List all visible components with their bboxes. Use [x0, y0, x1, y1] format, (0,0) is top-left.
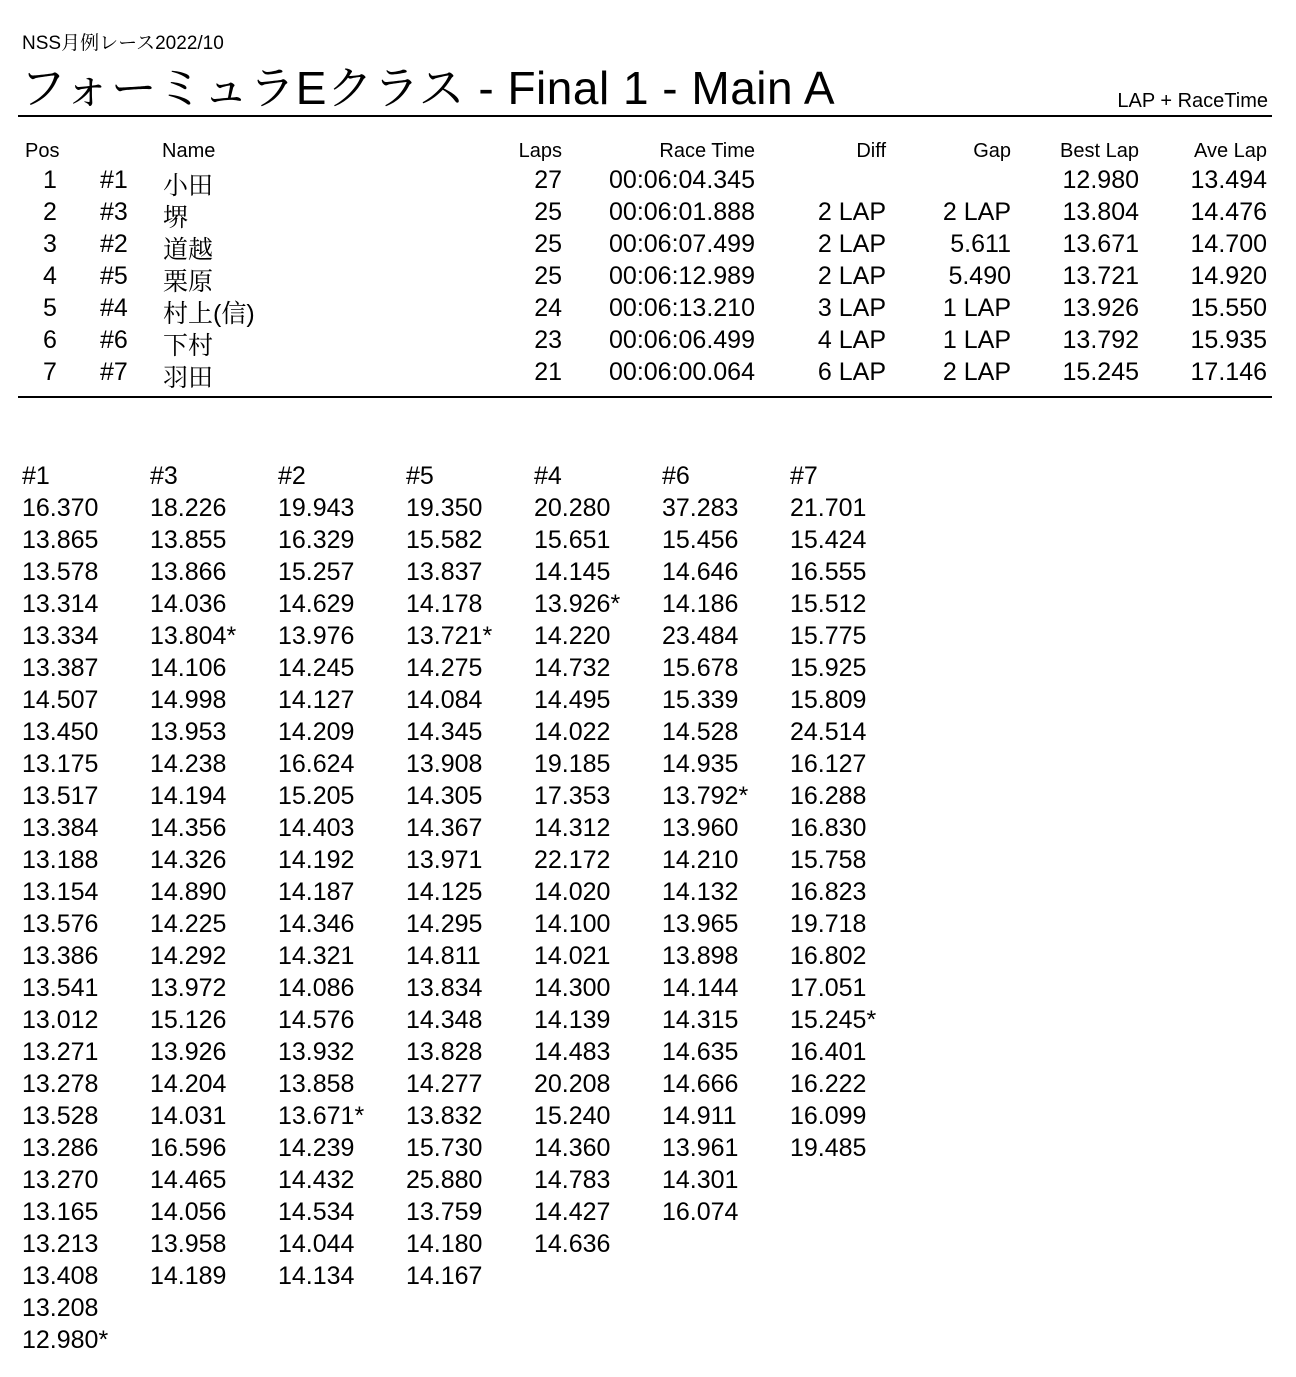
lap-column [662, 460, 790, 1228]
result-row [0, 262, 1296, 294]
result-best-lap: 13.926 [1062, 294, 1139, 322]
result-best-lap: 13.804 [1062, 198, 1139, 226]
lap-column-car: #3 [150, 462, 178, 490]
lap-time: 14.998 [150, 686, 227, 714]
result-row [0, 326, 1296, 358]
lap-column-car: #2 [278, 462, 306, 490]
lap-time: 14.245 [278, 654, 355, 682]
lap-time: 13.961 [662, 1134, 739, 1162]
lap-time: 13.898 [662, 942, 739, 970]
lap-time: 13.334 [22, 622, 99, 650]
lap-column [150, 460, 278, 1292]
lap-time: 16.099 [790, 1102, 867, 1130]
result-diff: 2 LAP [817, 262, 886, 290]
lap-time: 14.238 [150, 750, 227, 778]
report-type: LAP + RaceTime [1117, 90, 1268, 112]
result-race-time: 00:06:12.989 [609, 262, 755, 290]
lap-time: 14.295 [406, 910, 483, 938]
lap-time: 13.386 [22, 942, 99, 970]
result-ave-lap: 14.700 [1190, 230, 1267, 258]
lap-time: 14.305 [406, 782, 483, 810]
lap-column-car: #5 [406, 462, 434, 490]
lap-column-car: #7 [790, 462, 818, 490]
result-laps: 25 [534, 198, 562, 226]
lap-time: 14.100 [534, 910, 611, 938]
lap-time: 14.636 [534, 1230, 611, 1258]
lap-time: 14.507 [22, 686, 99, 714]
result-gap: 5.490 [948, 262, 1011, 290]
lap-time: 14.732 [534, 654, 611, 682]
lap-time: 14.020 [534, 878, 611, 906]
lap-time: 14.239 [278, 1134, 355, 1162]
event-name: NSS月例レース2022/10 [22, 33, 224, 54]
result-ave-lap: 15.935 [1190, 326, 1267, 354]
result-gap: 1 LAP [942, 326, 1011, 354]
lap-time: 13.175 [22, 750, 99, 778]
lap-time: 13.926* [534, 590, 621, 618]
result-car-number: #6 [100, 326, 128, 354]
lap-time: 14.139 [534, 1006, 611, 1034]
lap-time: 14.356 [150, 814, 227, 842]
lap-time: 14.890 [150, 878, 227, 906]
lap-time: 13.188 [22, 846, 99, 874]
lap-time: 13.792* [662, 782, 749, 810]
lap-time: 14.360 [534, 1134, 611, 1162]
result-best-lap: 12.980 [1062, 166, 1139, 194]
lap-time: 14.646 [662, 558, 739, 586]
lap-time: 16.370 [22, 494, 99, 522]
result-driver-name: 堺 [163, 204, 189, 232]
lap-time: 14.315 [662, 1006, 739, 1034]
result-car-number: #3 [100, 198, 128, 226]
top-divider [18, 115, 1272, 117]
lap-time: 13.837 [406, 558, 483, 586]
lap-time: 13.450 [22, 718, 99, 746]
result-pos: 7 [43, 358, 57, 386]
lap-time: 14.367 [406, 814, 483, 842]
lap-time: 19.350 [406, 494, 483, 522]
lap-time: 14.225 [150, 910, 227, 938]
lap-time: 14.345 [406, 718, 483, 746]
result-pos: 4 [43, 262, 57, 290]
lap-time: 19.185 [534, 750, 611, 778]
lap-time: 15.925 [790, 654, 867, 682]
lap-column-car: #1 [22, 462, 50, 490]
lap-time: 15.758 [790, 846, 867, 874]
lap-time: 13.384 [22, 814, 99, 842]
lap-time: 15.456 [662, 526, 739, 554]
lap-time: 14.187 [278, 878, 355, 906]
lap-time: 14.132 [662, 878, 739, 906]
lap-time: 14.022 [534, 718, 611, 746]
result-car-number: #2 [100, 230, 128, 258]
lap-time: 13.971 [406, 846, 483, 874]
lap-time: 17.051 [790, 974, 867, 1002]
lap-time: 19.485 [790, 1134, 867, 1162]
lap-time: 16.596 [150, 1134, 227, 1162]
result-diff: 4 LAP [817, 326, 886, 354]
lap-time: 14.911 [662, 1102, 737, 1130]
lap-time: 14.044 [278, 1230, 355, 1258]
lap-time: 16.127 [790, 750, 867, 778]
result-diff: 3 LAP [817, 294, 886, 322]
lap-time: 14.403 [278, 814, 355, 842]
result-driver-name: 栗原 [163, 268, 214, 296]
result-laps: 21 [534, 358, 562, 386]
lap-time: 13.958 [150, 1230, 227, 1258]
lap-time: 14.534 [278, 1198, 355, 1226]
lap-time: 14.300 [534, 974, 611, 1002]
lap-time: 20.208 [534, 1070, 611, 1098]
lap-time: 13.165 [22, 1198, 99, 1226]
lap-time: 14.021 [534, 942, 611, 970]
lap-time: 13.908 [406, 750, 483, 778]
result-ave-lap: 15.550 [1190, 294, 1267, 322]
lap-time: 16.555 [790, 558, 867, 586]
lap-time: 15.651 [534, 526, 611, 554]
lap-time: 23.484 [662, 622, 739, 650]
header-pos: Pos [25, 140, 60, 162]
result-row [0, 294, 1296, 326]
lap-time: 19.718 [790, 910, 867, 938]
lap-time: 14.134 [278, 1262, 355, 1290]
lap-time: 14.935 [662, 750, 739, 778]
result-laps: 25 [534, 230, 562, 258]
lap-time: 14.189 [150, 1262, 227, 1290]
lap-column-car: #6 [662, 462, 690, 490]
lap-time: 14.483 [534, 1038, 611, 1066]
lap-time: 14.465 [150, 1166, 227, 1194]
lap-time: 14.086 [278, 974, 355, 1002]
result-gap: 1 LAP [942, 294, 1011, 322]
lap-time: 14.106 [150, 654, 227, 682]
lap-time: 14.301 [662, 1166, 739, 1194]
lap-time: 14.576 [278, 1006, 355, 1034]
lap-time: 13.541 [22, 974, 99, 1002]
result-race-time: 00:06:06.499 [609, 326, 755, 354]
result-best-lap: 13.671 [1062, 230, 1139, 258]
lap-time: 16.830 [790, 814, 867, 842]
lap-time: 14.348 [406, 1006, 483, 1034]
lap-time: 14.031 [150, 1102, 227, 1130]
lap-time: 17.353 [534, 782, 611, 810]
lap-time: 13.759 [406, 1198, 483, 1226]
lap-time: 13.976 [278, 622, 355, 650]
lap-time: 13.953 [150, 718, 227, 746]
lap-time: 13.012 [22, 1006, 99, 1034]
lap-time: 15.205 [278, 782, 355, 810]
result-driver-name: 村上(信) [163, 300, 255, 328]
header-gap: Gap [973, 140, 1011, 162]
lap-time: 16.802 [790, 942, 867, 970]
lap-time: 16.222 [790, 1070, 867, 1098]
lap-time: 15.257 [278, 558, 355, 586]
result-car-number: #5 [100, 262, 128, 290]
result-laps: 25 [534, 262, 562, 290]
lap-time: 21.701 [790, 494, 867, 522]
lap-time: 14.194 [150, 782, 227, 810]
lap-time: 13.270 [22, 1166, 99, 1194]
lap-time: 14.220 [534, 622, 611, 650]
header-laps: Laps [518, 140, 562, 162]
lap-time: 14.204 [150, 1070, 227, 1098]
lap-time: 14.178 [406, 590, 483, 618]
lap-column [22, 460, 150, 1356]
page-title: フォーミュラEクラス - Final 1 - Main A [20, 62, 836, 114]
lap-time: 14.277 [406, 1070, 483, 1098]
lap-time: 13.408 [22, 1262, 99, 1290]
lap-time: 15.809 [790, 686, 867, 714]
lap-time: 16.624 [278, 750, 355, 778]
lap-column [278, 460, 406, 1292]
result-row [0, 230, 1296, 262]
result-best-lap: 13.721 [1062, 262, 1139, 290]
lap-time: 13.528 [22, 1102, 99, 1130]
lap-time: 20.280 [534, 494, 611, 522]
result-car-number: #1 [100, 166, 128, 194]
lap-time: 13.314 [22, 590, 99, 618]
lap-time: 14.629 [278, 590, 355, 618]
lap-time: 14.125 [406, 878, 483, 906]
result-race-time: 00:06:07.499 [609, 230, 755, 258]
result-pos: 2 [43, 198, 57, 226]
lap-time: 14.321 [278, 942, 355, 970]
lap-time: 13.926 [150, 1038, 227, 1066]
lap-time: 14.127 [278, 686, 355, 714]
result-race-time: 00:06:01.888 [609, 198, 755, 226]
lap-time: 14.167 [406, 1262, 483, 1290]
lap-time: 12.980* [22, 1326, 109, 1354]
result-laps: 23 [534, 326, 562, 354]
lap-time: 13.278 [22, 1070, 99, 1098]
lap-time: 14.346 [278, 910, 355, 938]
lap-time: 14.209 [278, 718, 355, 746]
lap-time: 15.678 [662, 654, 739, 682]
result-row [0, 198, 1296, 230]
header-diff: Diff [856, 140, 886, 162]
lap-time: 14.036 [150, 590, 227, 618]
lap-time: 16.288 [790, 782, 867, 810]
lap-time: 14.056 [150, 1198, 227, 1226]
result-race-time: 00:06:04.345 [609, 166, 755, 194]
lap-time: 14.192 [278, 846, 355, 874]
lap-time: 24.514 [790, 718, 867, 746]
lap-time: 14.145 [534, 558, 611, 586]
lap-time: 13.387 [22, 654, 99, 682]
lap-time: 15.582 [406, 526, 483, 554]
result-pos: 3 [43, 230, 57, 258]
result-ave-lap: 14.920 [1190, 262, 1267, 290]
lap-time: 13.858 [278, 1070, 355, 1098]
lap-time: 25.880 [406, 1166, 483, 1194]
lap-time: 13.828 [406, 1038, 483, 1066]
lap-column [790, 460, 918, 1164]
lap-time: 13.855 [150, 526, 227, 554]
result-best-lap: 13.792 [1062, 326, 1139, 354]
result-ave-lap: 13.494 [1190, 166, 1267, 194]
lap-time: 13.832 [406, 1102, 483, 1130]
lap-time: 13.517 [22, 782, 99, 810]
lap-time: 37.283 [662, 494, 739, 522]
result-gap: 5.611 [950, 230, 1011, 258]
lap-time: 13.865 [22, 526, 99, 554]
result-pos: 5 [43, 294, 57, 322]
lap-time: 16.823 [790, 878, 867, 906]
result-laps: 24 [534, 294, 562, 322]
lap-time: 13.965 [662, 910, 739, 938]
lap-time: 13.866 [150, 558, 227, 586]
lap-time: 14.432 [278, 1166, 355, 1194]
result-car-number: #7 [100, 358, 128, 386]
lap-time: 14.427 [534, 1198, 611, 1226]
header-ave-lap: Ave Lap [1193, 140, 1267, 162]
result-gap: 2 LAP [942, 358, 1011, 386]
result-pos: 6 [43, 326, 57, 354]
result-pos: 1 [43, 166, 57, 194]
header-race-time: Race Time [659, 140, 755, 162]
result-race-time: 00:06:00.064 [609, 358, 755, 386]
result-ave-lap: 17.146 [1190, 358, 1267, 386]
result-driver-name: 道越 [163, 236, 214, 264]
lap-time: 14.210 [662, 846, 739, 874]
lap-time: 13.960 [662, 814, 739, 842]
lap-time: 15.126 [150, 1006, 227, 1034]
lap-time: 14.275 [406, 654, 483, 682]
result-ave-lap: 14.476 [1190, 198, 1267, 226]
result-car-number: #4 [100, 294, 128, 322]
lap-time: 15.240 [534, 1102, 611, 1130]
lap-time: 13.932 [278, 1038, 355, 1066]
lap-time: 14.292 [150, 942, 227, 970]
lap-time: 13.578 [22, 558, 99, 586]
header-best-lap: Best Lap [1060, 140, 1139, 162]
result-diff: 2 LAP [817, 198, 886, 226]
lap-time: 13.834 [406, 974, 483, 1002]
lap-time: 18.226 [150, 494, 227, 522]
lap-column [534, 460, 662, 1260]
lap-time: 22.172 [534, 846, 611, 874]
lap-time: 13.271 [22, 1038, 99, 1066]
lap-time: 14.783 [534, 1166, 611, 1194]
lap-time: 13.804* [150, 622, 237, 650]
result-row [0, 358, 1296, 390]
result-gap: 2 LAP [942, 198, 1011, 226]
result-laps: 27 [534, 166, 562, 194]
lap-time: 14.811 [406, 942, 481, 970]
lap-time: 14.084 [406, 686, 483, 714]
result-diff: 6 LAP [817, 358, 886, 386]
result-best-lap: 15.245 [1062, 358, 1139, 386]
lap-time: 16.329 [278, 526, 355, 554]
lap-time: 14.144 [662, 974, 739, 1002]
lap-time: 15.339 [662, 686, 739, 714]
lap-time: 16.074 [662, 1198, 739, 1226]
lap-time: 13.972 [150, 974, 227, 1002]
lap-time: 16.401 [790, 1038, 867, 1066]
lap-time: 15.512 [790, 590, 867, 618]
result-driver-name: 小田 [163, 172, 214, 200]
lap-time: 13.213 [22, 1230, 99, 1258]
lap-time: 15.775 [790, 622, 867, 650]
lap-time: 14.186 [662, 590, 739, 618]
result-row [0, 166, 1296, 198]
lap-time: 14.666 [662, 1070, 739, 1098]
lap-time: 13.671* [278, 1102, 365, 1130]
header-name: Name [162, 140, 216, 162]
lap-time: 13.208 [22, 1294, 99, 1322]
lap-time: 13.576 [22, 910, 99, 938]
lap-time: 14.635 [662, 1038, 739, 1066]
lap-time: 14.495 [534, 686, 611, 714]
lap-column [406, 460, 534, 1292]
lap-time: 13.286 [22, 1134, 99, 1162]
lap-time: 15.730 [406, 1134, 483, 1162]
lap-column-car: #4 [534, 462, 562, 490]
lap-time: 13.721* [406, 622, 493, 650]
lap-time: 19.943 [278, 494, 355, 522]
lap-time: 14.180 [406, 1230, 483, 1258]
result-driver-name: 下村 [163, 332, 214, 360]
lap-time: 14.528 [662, 718, 739, 746]
result-race-time: 00:06:13.210 [609, 294, 755, 322]
result-diff: 2 LAP [817, 230, 886, 258]
bottom-divider [18, 396, 1272, 398]
lap-time: 14.326 [150, 846, 227, 874]
lap-time: 14.312 [534, 814, 611, 842]
result-driver-name: 羽田 [163, 364, 214, 392]
lap-time: 15.424 [790, 526, 867, 554]
lap-time: 13.154 [22, 878, 99, 906]
lap-time: 15.245* [790, 1006, 877, 1034]
